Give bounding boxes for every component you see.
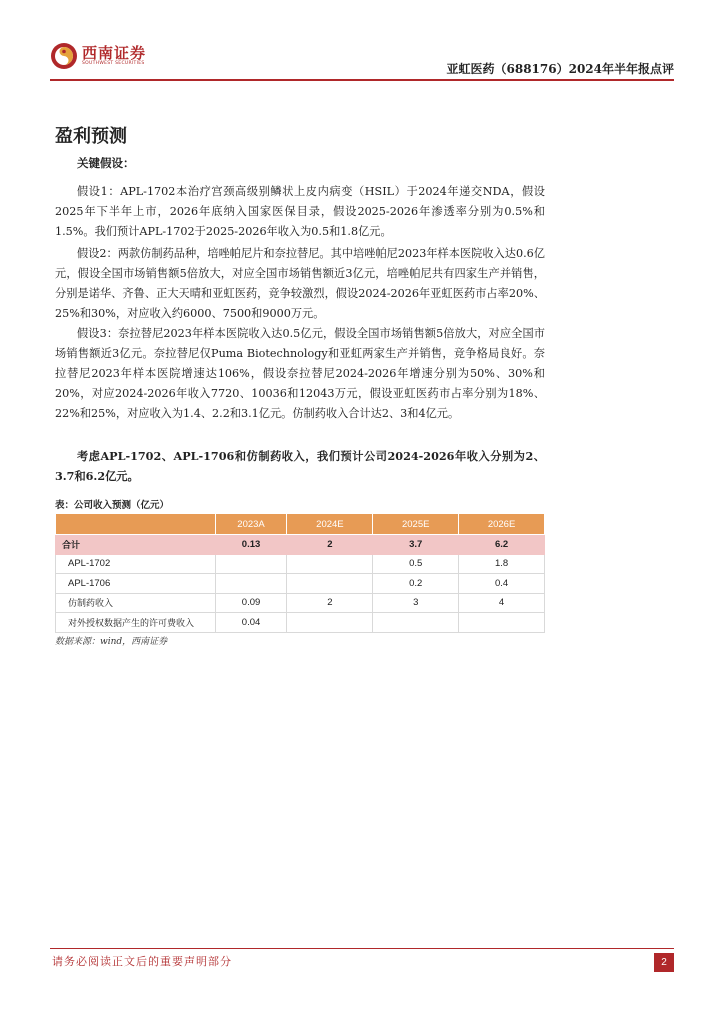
logo-icon — [50, 42, 78, 70]
report-title: 亚虹医药（688176）2024年半年报点评 — [446, 62, 674, 76]
logo-english: SOUTHWEST SECURITIES — [82, 61, 145, 66]
assumption-paragraph-1: 假设1：APL-1702本治疗宫颈高级别鳞状上皮内病变（HSIL）于2024年递交NDA，假设2025年下半年上市，2026年底纳入国家医保目录，假设2025-2026年渗透率分别为0.5%和1.5%。我们预计APL-1702于2025-2026年收入为0.5和1.8亿元。 — [55, 185, 545, 238]
table-cell: 6.2 — [459, 535, 545, 555]
key-assumptions-label: 关键假设： — [77, 156, 135, 170]
table-header-row — [56, 514, 545, 535]
table-row-label: 仿制药收入 — [56, 593, 216, 613]
table-cell: 0.04 — [215, 613, 287, 633]
table-header-cell: 2024E — [287, 514, 373, 535]
table-row-label: APL-1702 — [56, 554, 216, 574]
table-cell: 0.4 — [459, 574, 545, 594]
footer-disclaimer: 请务必阅读正文后的重要声明部分 — [52, 955, 232, 968]
table-cell — [287, 613, 373, 633]
table-cell — [459, 613, 545, 633]
footer-divider — [50, 948, 674, 949]
table-cell: 0.13 — [215, 535, 287, 555]
company-logo — [50, 42, 146, 70]
table-cell: 0.09 — [215, 593, 287, 613]
table-row — [56, 613, 545, 633]
conclusion-paragraph: 考虑APL-1702、APL-1706和仿制药收入，我们预计公司2024-2026年收入分别为2、3.7和6.2亿元。 — [55, 449, 545, 483]
table-cell — [215, 574, 287, 594]
table-cell: 2 — [287, 593, 373, 613]
table-cell — [373, 613, 459, 633]
table-row-label: 合计 — [56, 535, 216, 555]
logo-chinese: 西南证券 — [82, 44, 147, 62]
assumption-paragraph-2: 假设2：两款仿制药品种，培唑帕尼片和奈拉替尼。其中培唑帕尼2023年样本医院收入达0.6亿元，假设全国市场销售额5倍放大，对应全国市场销售额近3亿元，培唑帕尼共有四家生产并销售，分别是诺华、齐鲁、正大天晴和亚虹医药，竞争较激烈，假设2024-2026年亚虹医药市占率20%、25%和30%，对应收入约6000、7500和9000万元。 — [55, 247, 545, 320]
data-source-note: 数据来源：wind，西南证券 — [55, 637, 168, 647]
table-row-label: 对外授权数据产生的许可费收入 — [56, 613, 216, 633]
revenue-forecast-table — [55, 513, 545, 633]
table-row — [56, 593, 545, 613]
table-cell: 3.7 — [373, 535, 459, 555]
table-cell — [287, 574, 373, 594]
section-title: 盈利预测 — [55, 126, 127, 147]
table-cell: 1.8 — [459, 554, 545, 574]
table-row — [56, 574, 545, 594]
table-cell: 4 — [459, 593, 545, 613]
table-header-cell: 2026E — [459, 514, 545, 535]
page-number: 2 — [654, 953, 674, 972]
table-row — [56, 554, 545, 574]
table-cell: 2 — [287, 535, 373, 555]
table-header-cell: 2025E — [373, 514, 459, 535]
table-cell — [287, 554, 373, 574]
table-cell: 0.2 — [373, 574, 459, 594]
table-row-total — [56, 535, 545, 555]
table-cell: 0.5 — [373, 554, 459, 574]
table-header-cell — [56, 514, 216, 535]
header-divider — [50, 79, 674, 81]
table-header-cell: 2023A — [215, 514, 287, 535]
table-caption: 表：公司收入预测（亿元） — [55, 500, 170, 511]
assumption-paragraph-3: 假设3：奈拉替尼2023年样本医院收入达0.5亿元，假设全国市场销售额5倍放大，对应全国市场销售额近3亿元。奈拉替尼仅Puma Biotechnology和亚虹两家生产并销售，竞争格局良好。奈拉替尼2023年样本医院增速达106%，假设奈拉替尼2024-2026年增速分别为50%、30%和20%，对应2024-2026年收入7720、10036和12043万元，假设亚虹医药市占率分别为18%、22%和25%，对应收入为1.4、2.2和3.1亿元。仿制药收入合计达2、3和4亿元。 — [55, 327, 545, 420]
page-header — [50, 36, 674, 80]
table-cell: 3 — [373, 593, 459, 613]
table-cell — [215, 554, 287, 574]
table-row-label: APL-1706 — [56, 574, 216, 594]
